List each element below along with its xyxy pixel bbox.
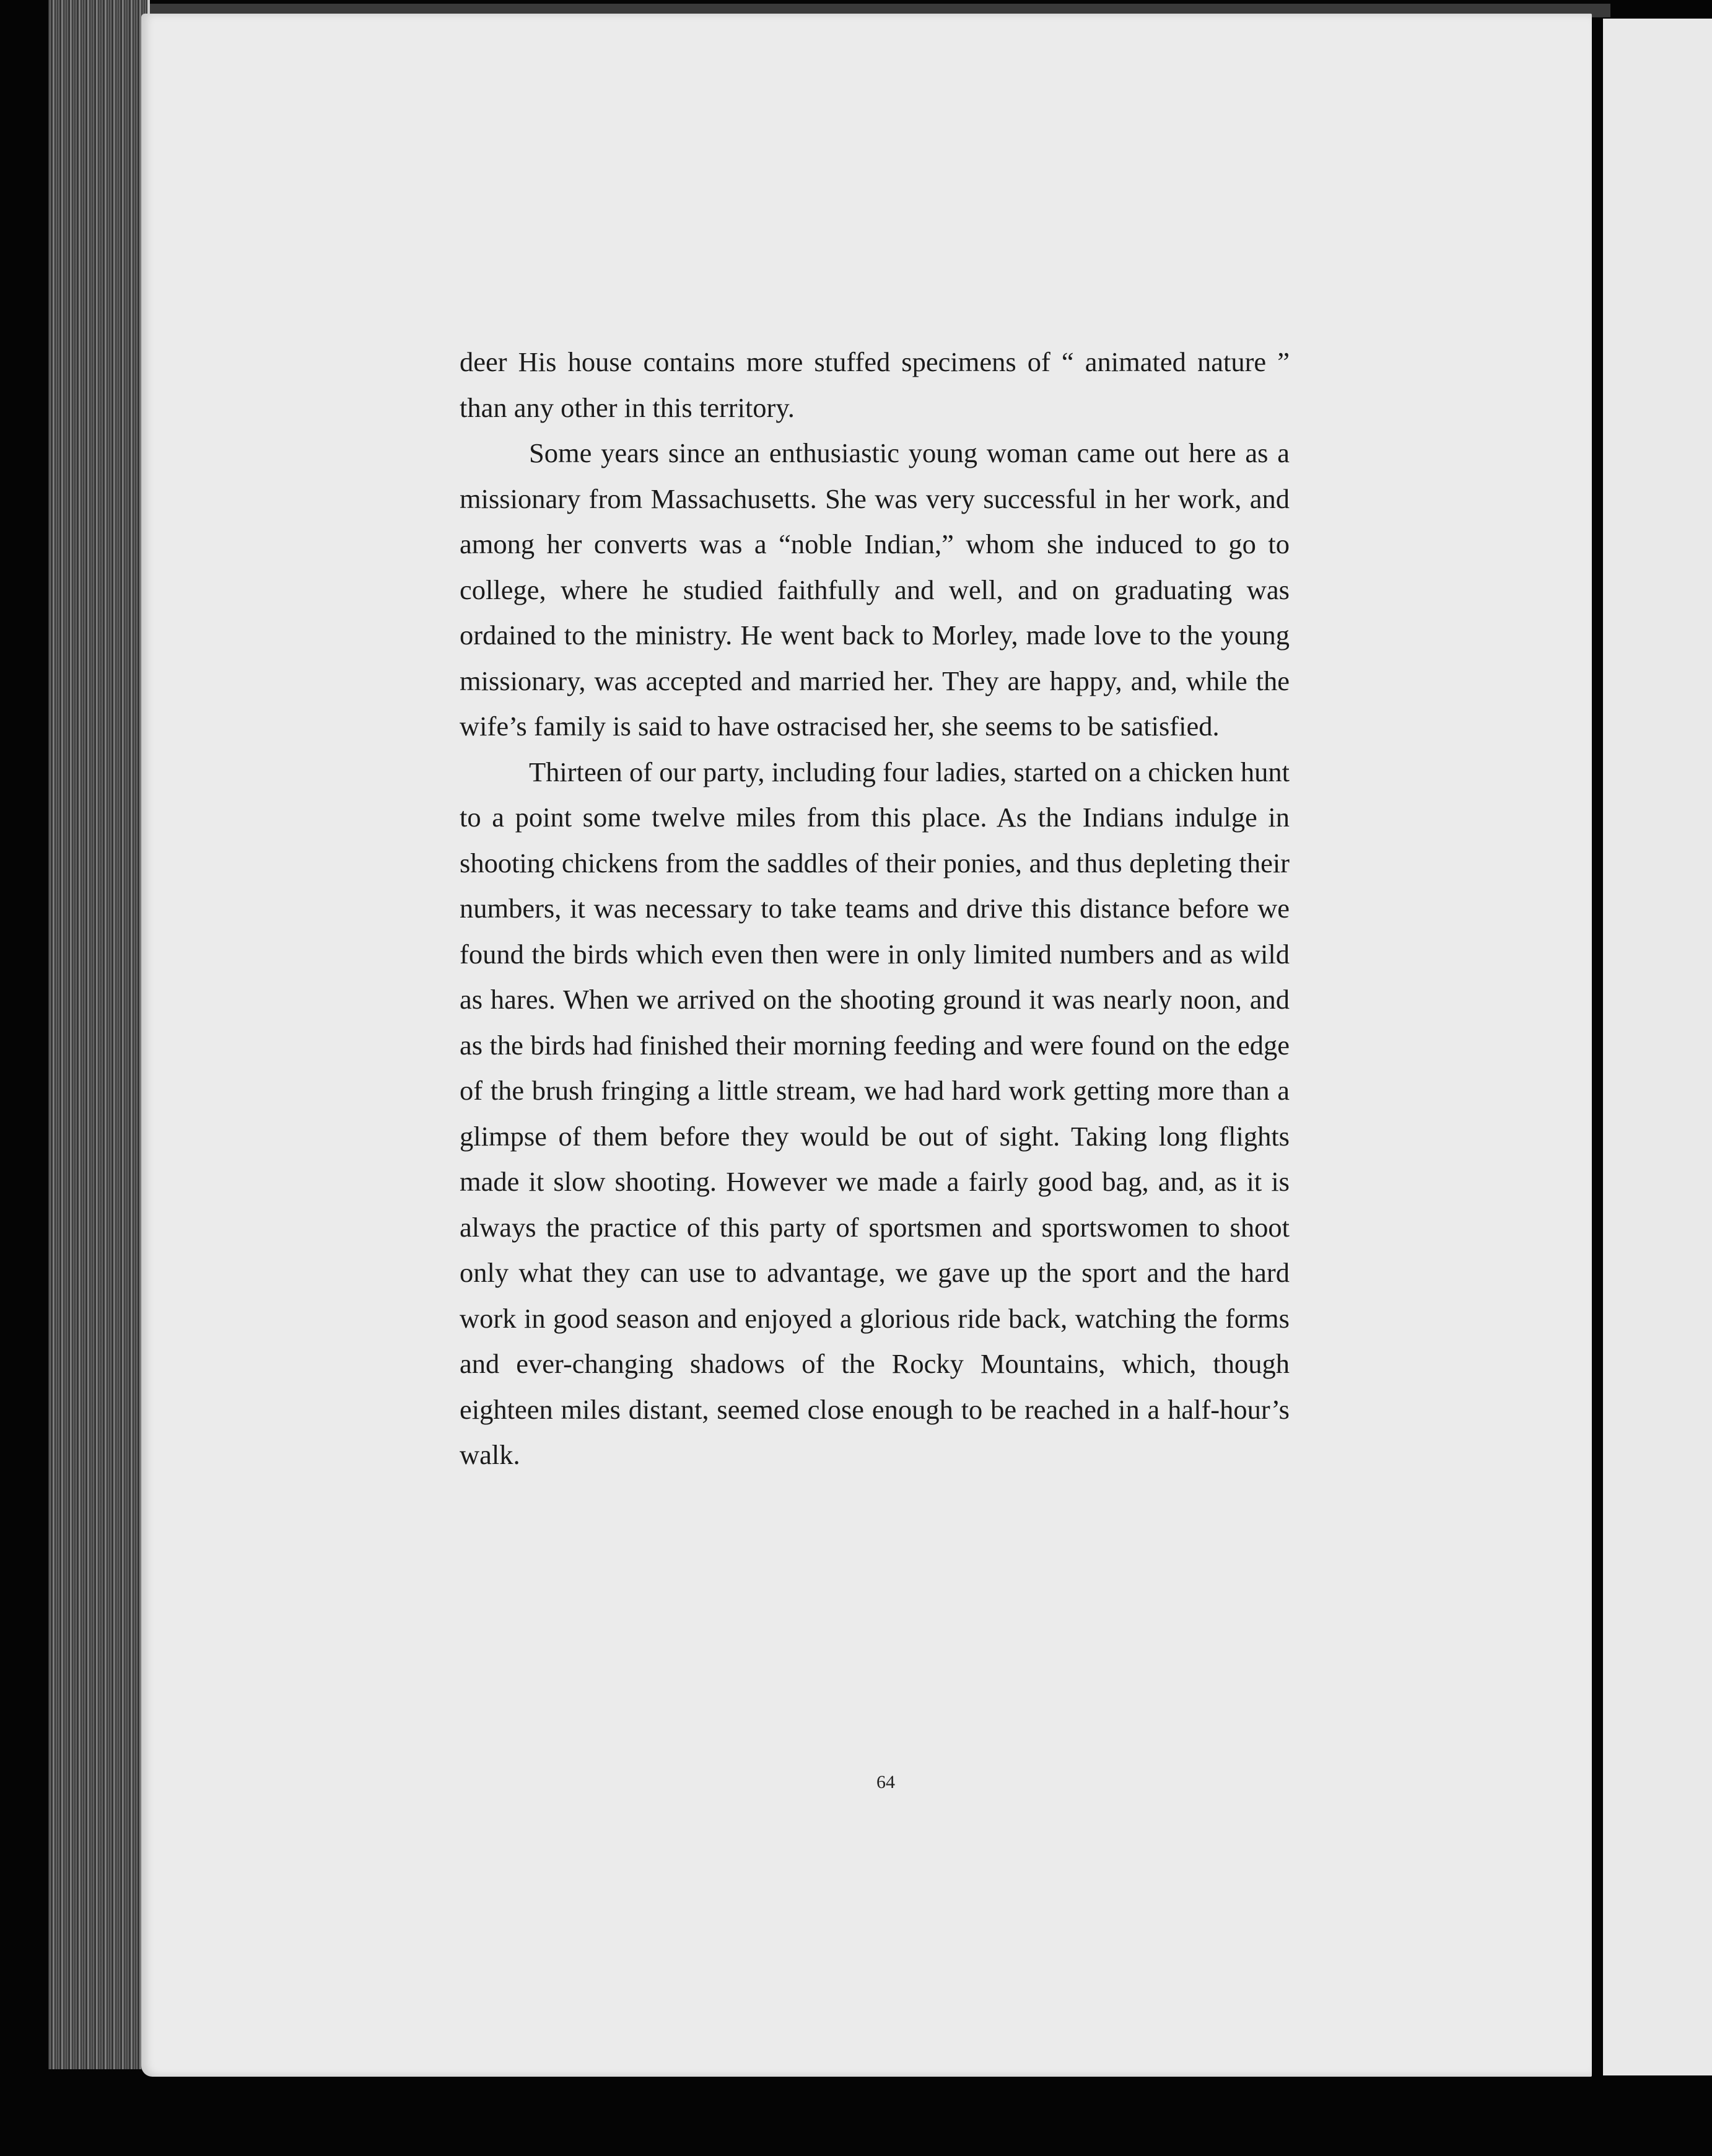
paragraph-3: Thirteen of our party, including four ladies, started on a chicken hunt to a point some twelve miles from this place. As the Indians indulge in shooting chickens from the saddles of their ponies, and thus depleting their numbers, it was necessary to take teams and drive this distance before we found the birds which even then were in only limited numbers and as wild as hares. When we arrived on the shooting ground it was nearly noon, and as the birds had finished their morning feeding and were found on the edge of the brush fringing a little stream, we had hard work getting more than a glimpse of them before they would be out of sight. Taking long flights made it slow shooting. However we made a fairly good bag, and, as it is always the practice of this party of sportsmen and sportswomen to shoot only what they can use to advantage, we gave up the sport and the hard work in good season and enjoyed a glorious ride back, watching the forms and ever-changing shadows of the Rocky Mountains, which, though eighteen miles distant, seemed close enough to be reached in a half-hour’s walk. (460, 756, 1290, 1470)
page-number: 64 (876, 1772, 895, 1792)
facing-page-edge (1603, 19, 1712, 2075)
body-text (460, 340, 1290, 1478)
page-block-edges (48, 0, 150, 2069)
paragraph-2: Some years since an enthusiastic young woman came out here as a missionary from Massachusetts. She was very successful in her work, and among her converts was a “noble Indian,” whom she induced to go to college, where he studied faithfully and well, and on graduating was ordained to the ministry. He went back to Morley, made love to the young missionary, was accepted and married her. They are happy, and, while the wife’s family is said to have ostracised her, she seems to be satisfied. (460, 437, 1290, 742)
paragraph-1: deer His house contains more stuffed specimens of “ animated nature ” than any other in this territory. (460, 346, 1290, 423)
